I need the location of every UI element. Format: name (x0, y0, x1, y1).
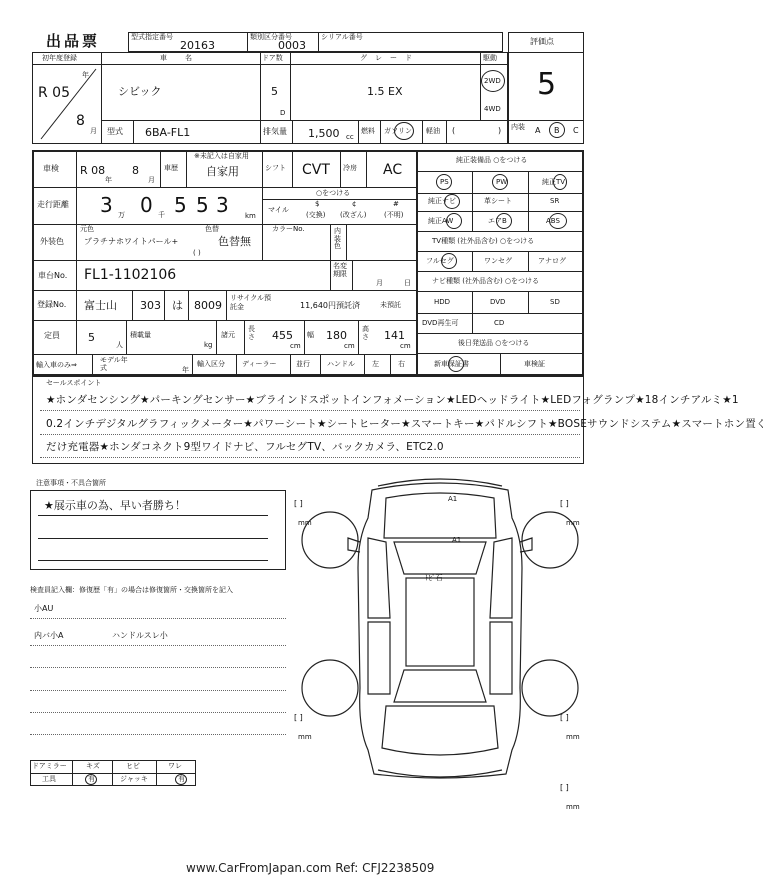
legend-tools-yes: 有 (88, 775, 95, 783)
doors-value: 5 (271, 85, 278, 98)
chassis-value: FL1-1102106 (84, 267, 177, 283)
recycle-not-deposited: 未預託 (380, 301, 401, 309)
reg-class: 303 (140, 299, 161, 312)
wheel-rear-right (522, 660, 578, 716)
interior-grade-b: B (554, 126, 560, 135)
equip-sunroof: SR (550, 197, 560, 205)
height-unit: cm (400, 342, 411, 350)
equip-leather: 革シート (484, 197, 512, 205)
tire-depth-spare-unit: mm (566, 803, 580, 811)
color-number-label: カラーNo. (272, 225, 305, 233)
inspector-line-2b: ハンドルスレ小 (112, 631, 168, 640)
size-label: 諸元 (221, 331, 235, 339)
width-value: 180 (326, 329, 347, 342)
score-value: 5 (537, 67, 557, 102)
displacement-value: 1,500 (308, 127, 340, 140)
mileage-digit-1: 3 (100, 193, 113, 217)
tire-depth-fr-unit: mm (566, 519, 580, 527)
inspection-month-label: 月 (148, 176, 155, 184)
inspection-value: R 08 (80, 164, 106, 177)
interior-grade-a: A (535, 126, 541, 135)
equip-ps-circle (436, 174, 452, 190)
inspector-label: 検査員記入欄：修復歴「有」の場合は修復箇所・交換箇所を記入 (30, 586, 233, 594)
date-divider-line (36, 64, 101, 144)
notes-text: ★展示車の為、早い者勝ち！ (44, 499, 186, 512)
steering-label: ハンドル (327, 360, 355, 368)
tv-fullseg-circle (441, 253, 457, 269)
type-number: 20163 (180, 39, 215, 52)
import-label: 輸入車のみ⇒ (36, 361, 77, 369)
mileage-digit-5: 3 (216, 193, 229, 217)
navi-sd: SD (550, 298, 560, 306)
class-number-label: 類別区分番号 (250, 33, 292, 41)
inspector-line-2: 内バ小A (34, 631, 64, 640)
equipment-title: 純正装備品 ○をつける (456, 156, 528, 164)
notes-label: 注意事項・不具合箇所 (36, 479, 106, 487)
hood-panel (384, 493, 496, 538)
equip-pw-circle (492, 174, 508, 190)
equip-genuine-tv: 純正TV (542, 178, 566, 186)
legend-jack-circle (175, 774, 187, 785)
mileage-digit-4: 5 (196, 193, 209, 217)
steering-left: 左 (372, 360, 379, 368)
mileage-label: 走行距離 (37, 200, 69, 209)
first-reg-month: 8 (76, 113, 85, 129)
tire-depth-rl-unit: mm (298, 733, 312, 741)
month-label: 月 (90, 127, 97, 135)
tv-fullseg: フルセグ (426, 257, 454, 265)
class-number: 0003 (278, 39, 306, 52)
equip-airbag: エアB (488, 217, 507, 225)
capacity-value: 5 (88, 331, 95, 344)
meter-swap-symbol: $ (315, 200, 320, 208)
interior-label: 内装 (511, 123, 525, 131)
interior-grade-c: C (573, 126, 579, 135)
navi-cd: CD (494, 319, 505, 327)
equip-genuine-navi-circle (444, 194, 460, 209)
capacity-label: 定員 (44, 331, 60, 340)
inspection-label: 車検 (43, 164, 59, 173)
shift-label: シフト (265, 164, 286, 172)
damage-mark-1: A1 (448, 495, 458, 503)
equip-abs-circle (549, 213, 567, 229)
score-label: 評価点 (530, 37, 554, 46)
usage-value: 自家用 (206, 165, 239, 178)
wheel-rear-left (302, 660, 358, 716)
watermark: www.CarFromJapan.com Ref: CFJ2238509 (186, 861, 435, 875)
rear-window (394, 670, 486, 702)
legend-jack: ジャッキ (120, 775, 148, 783)
mileage-sen: 千 (158, 211, 165, 219)
meter-tamper: (改ざん) (340, 211, 367, 219)
fuel-other: ( (452, 126, 456, 135)
navi-title: ナビ種類 (社外品含む) ○をつける (432, 277, 540, 285)
inspector-line-1: 小AU (34, 604, 54, 613)
first-reg-label: 初年度登録 (42, 54, 77, 62)
equip-ps: PS (440, 178, 449, 186)
car-diagram (290, 478, 590, 778)
recycle-value: 11,640円預託済 (300, 301, 360, 310)
serial-label: シリアル番号 (321, 33, 363, 41)
chassis-label: 車台No. (38, 271, 68, 280)
width-label: 幅 (307, 331, 314, 339)
color-orig-value: プラチナホワイトパール+ (84, 237, 179, 246)
meter-circle-note: ○をつける (316, 189, 351, 197)
name-change-label: 名変期限 (333, 262, 347, 279)
legend-door-mirror: ドアミラー (32, 762, 67, 770)
import-parallel: 並行 (296, 360, 310, 368)
roof-panel (406, 578, 474, 666)
equip-genuine-aw-circle (446, 213, 462, 229)
fuel-gasoline-circle (394, 122, 414, 140)
color-label: 外装色 (40, 237, 64, 246)
legend-tools-circle (85, 774, 97, 785)
tire-depth-fl-unit: mm (298, 519, 312, 527)
interior-grade-circle (549, 122, 565, 138)
docs-inspection-cert: 車検証 (524, 360, 545, 368)
equip-abs: ABS (546, 217, 560, 225)
name-change-month: 月 (376, 279, 383, 287)
fuel-other-close: ) (498, 126, 502, 135)
registration-label: 登録No. (37, 300, 67, 309)
right-rear-door (490, 622, 512, 694)
right-front-door (490, 538, 512, 618)
usage-label: 車歴 (164, 164, 178, 172)
equip-genuine-navi: 純正ナビ (428, 197, 456, 205)
legend-scratch: キズ (86, 762, 100, 770)
page-title: 出品票 (46, 32, 101, 50)
tire-depth-fl-bracket: [ ] (294, 499, 303, 508)
displacement-label: 排気量 (263, 127, 287, 136)
km-unit: km (245, 212, 256, 220)
load-unit: kg (204, 341, 213, 349)
fuel-label: 燃料 (361, 127, 375, 135)
model-year-label: モデル年式 (100, 356, 128, 373)
mileage-man: 万 (118, 211, 125, 219)
car-name-label: 車名 (160, 54, 210, 62)
interior-color-label: 内装色 (334, 227, 341, 251)
meter-swap: (交換) (306, 211, 326, 219)
width-unit: cm (344, 342, 355, 350)
equip-airbag-circle (496, 213, 512, 229)
legend-tools: 工具 (42, 775, 56, 783)
year-label: 年 (82, 71, 89, 79)
damage-mark-3: ﾄﾋﾞ石 (425, 574, 443, 582)
height-value: 141 (384, 329, 405, 342)
legend-jack-yes: 有 (178, 775, 185, 783)
reg-area: 富士山 (84, 299, 117, 312)
grade-value: 1.5 EX (367, 85, 403, 98)
steering-right: 右 (398, 360, 405, 368)
sales-line-2: 0.2インチデジタルグラフィックメーター★パワーシート★シートヒーター★スマートキー★パドルシフト★BOSEサウンドシステム★スマートホン置く (46, 418, 767, 430)
load-label: 積載量 (130, 331, 151, 339)
model-label: 型式 (107, 127, 123, 136)
recycle-label: リサイクル預託金 (230, 294, 272, 312)
meter-unknown-symbol: # (393, 200, 399, 208)
fuel-gasoline: ガソリン (384, 127, 412, 135)
color-orig-label: 元色 (80, 225, 94, 233)
import-class-label: 輸入区分 (197, 360, 225, 368)
sales-line-1: ★ホンダセンシング★パーキングセンサー★ブラインドスポットインフォメーション★LEDヘッドライト★LEDフォグランプ★18インチアルミ★1 (46, 394, 739, 406)
shift-value: CVT (302, 162, 330, 178)
drive-2wd-circle (481, 70, 505, 92)
sales-line-3: だけ充電器★ホンダコネクト9型ワイドナビ、フルセグTV、バックカメラ、ETC2.0 (46, 441, 444, 453)
reg-kana: は (172, 299, 183, 312)
navi-dvd: DVD (490, 298, 506, 306)
equip-pw: PW (496, 178, 508, 186)
navi-dvd-playable: DVD再生可 (422, 319, 459, 327)
legend-break: ワレ (168, 762, 182, 770)
body-outline (358, 483, 522, 778)
color-change-value: 色替無 (218, 235, 251, 248)
meter-tamper-symbol: ¢ (352, 200, 357, 208)
docs-warranty-circle (448, 356, 464, 372)
first-reg-year: R 05 (38, 85, 70, 101)
doors-label: ドア数 (262, 54, 283, 62)
legend-crack: ヒビ (126, 762, 140, 770)
length-unit: cm (290, 342, 301, 350)
tv-title: TV種類 (社外品含む) ○をつける (432, 237, 535, 245)
tv-analog: アナログ (538, 257, 566, 265)
inspection-month: 8 (132, 164, 139, 177)
car-name: シビック (118, 85, 162, 98)
reg-number: 8009 (194, 299, 222, 312)
sales-label: セールスポイント (46, 379, 102, 387)
length-value: 455 (272, 329, 293, 342)
tire-depth-spare-bracket: [ ] (560, 783, 569, 792)
tire-depth-rr-unit: mm (566, 733, 580, 741)
left-rear-door (368, 622, 390, 694)
equip-genuine-tv-circle (553, 174, 567, 190)
drive-4wd: 4WD (484, 105, 501, 113)
height-label: 高さ (362, 325, 369, 341)
model-year-unit: 年 (182, 366, 189, 374)
tire-depth-rl-bracket: [ ] (294, 713, 303, 722)
ac-label: 冷房 (343, 164, 357, 172)
tv-oneseg: ワンセグ (484, 257, 512, 265)
usage-note: ※未記入は自家用 (194, 152, 249, 160)
type-number-label: 型式指定番号 (131, 33, 173, 41)
docs-warranty: 新車保証書 (434, 360, 469, 368)
cc-unit: cc (346, 133, 354, 141)
meter-mile: マイル (268, 206, 289, 214)
tire-depth-rr-bracket: [ ] (560, 713, 569, 722)
mileage-digit-3: 5 (174, 193, 187, 217)
model-value: 6BA-FL1 (145, 126, 191, 139)
capacity-unit: 人 (116, 341, 123, 349)
meter-unknown: (不明) (384, 211, 404, 219)
color-change-paren: ( ) (193, 249, 201, 257)
fuel-diesel: 軽油 (426, 127, 440, 135)
ac-value: AC (383, 162, 403, 178)
import-dealer: ディーラー (242, 360, 277, 368)
trunk-panel (382, 706, 498, 755)
color-change-label: 色替 (205, 225, 219, 233)
length-label: 長さ (248, 325, 255, 341)
left-front-door (368, 538, 390, 618)
damage-mark-2: A1 (452, 536, 462, 544)
windshield (394, 542, 486, 574)
inspection-year-label: 年 (105, 176, 112, 184)
tire-depth-fr-bracket: [ ] (560, 499, 569, 508)
doors-suffix: D (280, 109, 286, 117)
equip-genuine-aw: 純正AW (428, 217, 454, 225)
drive-label: 駆動 (483, 54, 497, 62)
docs-title: 後日発送品 ○をつける (458, 339, 530, 347)
mileage-digit-2: 0 (140, 193, 153, 217)
drive-2wd: 2WD (484, 77, 501, 85)
grade-label: グレード (360, 54, 420, 62)
navi-hdd: HDD (434, 298, 451, 306)
name-change-day: 日 (404, 279, 411, 287)
